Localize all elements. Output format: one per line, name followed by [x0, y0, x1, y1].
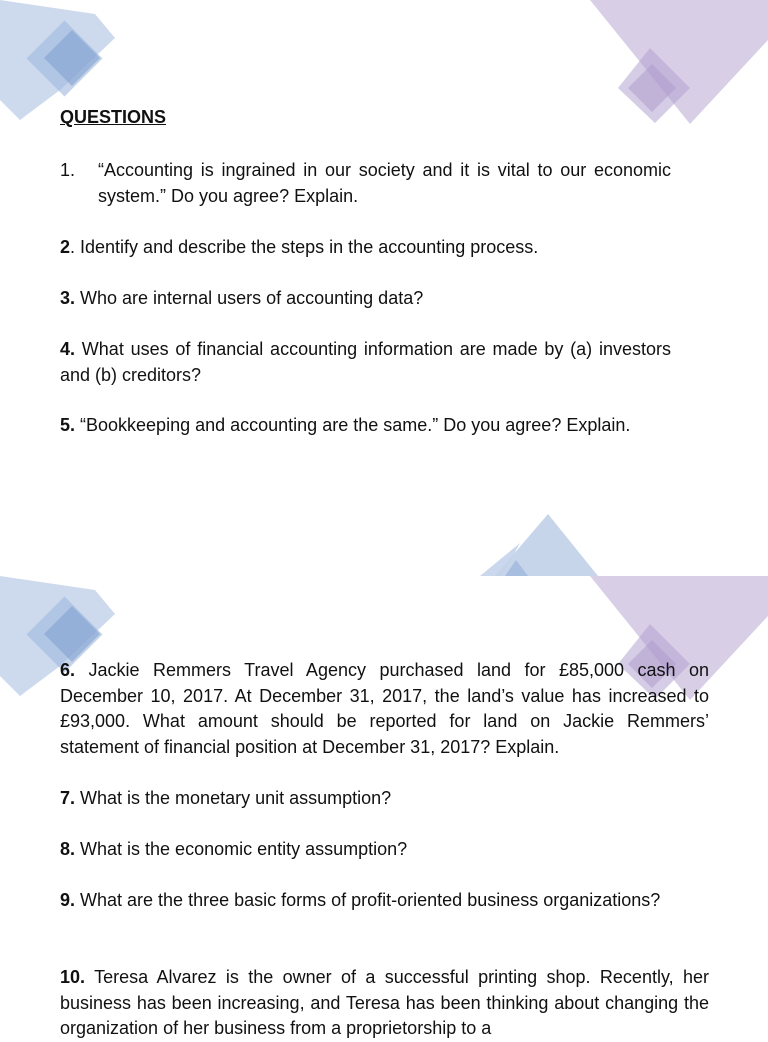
question-number: 1. — [60, 160, 76, 180]
questions-heading: QUESTIONS — [60, 107, 167, 127]
question-text: What is the economic entity assumption? — [75, 839, 408, 859]
question-3 — [60, 286, 709, 312]
question-text: Who are internal users of accounting data? — [75, 288, 424, 308]
question-number: 9. — [60, 890, 76, 910]
question-text: Teresa Alvarez is the owner of a successful printing shop. Recently, her business has been increasing, and Teresa has been thinking about changing the organization of her business from a proprietorship to a — [60, 967, 709, 1038]
question-10 — [60, 965, 709, 1042]
document-page-2 — [0, 576, 768, 1038]
question-2 — [60, 235, 709, 261]
question-number: 7. — [60, 788, 76, 808]
question-9 — [60, 888, 709, 914]
question-7 — [60, 786, 709, 812]
question-1 — [60, 158, 671, 209]
question-text: What are the three basic forms of profit-oriented business organizations? — [75, 890, 661, 910]
question-text: “Accounting is ingrained in our society and it is vital to our economic system.” Do you agree? Explain. — [98, 160, 671, 206]
question-number: 5. — [60, 415, 76, 435]
question-text: “Bookkeeping and accounting are the same.” Do you agree? Explain. — [75, 415, 631, 435]
question-text: What is the monetary unit assumption? — [75, 788, 392, 808]
deco-shape-purple — [590, 0, 768, 124]
question-number: 2 — [60, 237, 71, 257]
question-number: 10. — [60, 967, 86, 987]
question-number: 8. — [60, 839, 76, 859]
question-5 — [60, 413, 709, 439]
question-number: 4. — [60, 339, 76, 359]
question-number: 6. — [60, 660, 76, 680]
question-text: Jackie Remmers Travel Agency purchased land for £85,000 cash on December 10, 2017. At December 31, 2017, the land’s value has increased to £93,000. What amount should be reported for land on Jackie Remmers’ statement of financial position at December 31, 2017? Explain. — [60, 660, 709, 757]
question-4 — [60, 337, 671, 388]
question-6 — [60, 658, 709, 760]
deco-shape-blue — [495, 514, 598, 576]
question-text: What uses of financial accounting information are made by (a) investors and (b) creditors? — [60, 339, 671, 385]
question-8 — [60, 837, 709, 863]
question-number: 3. — [60, 288, 76, 308]
question-text: . Identify and describe the steps in the accounting process. — [70, 237, 539, 257]
